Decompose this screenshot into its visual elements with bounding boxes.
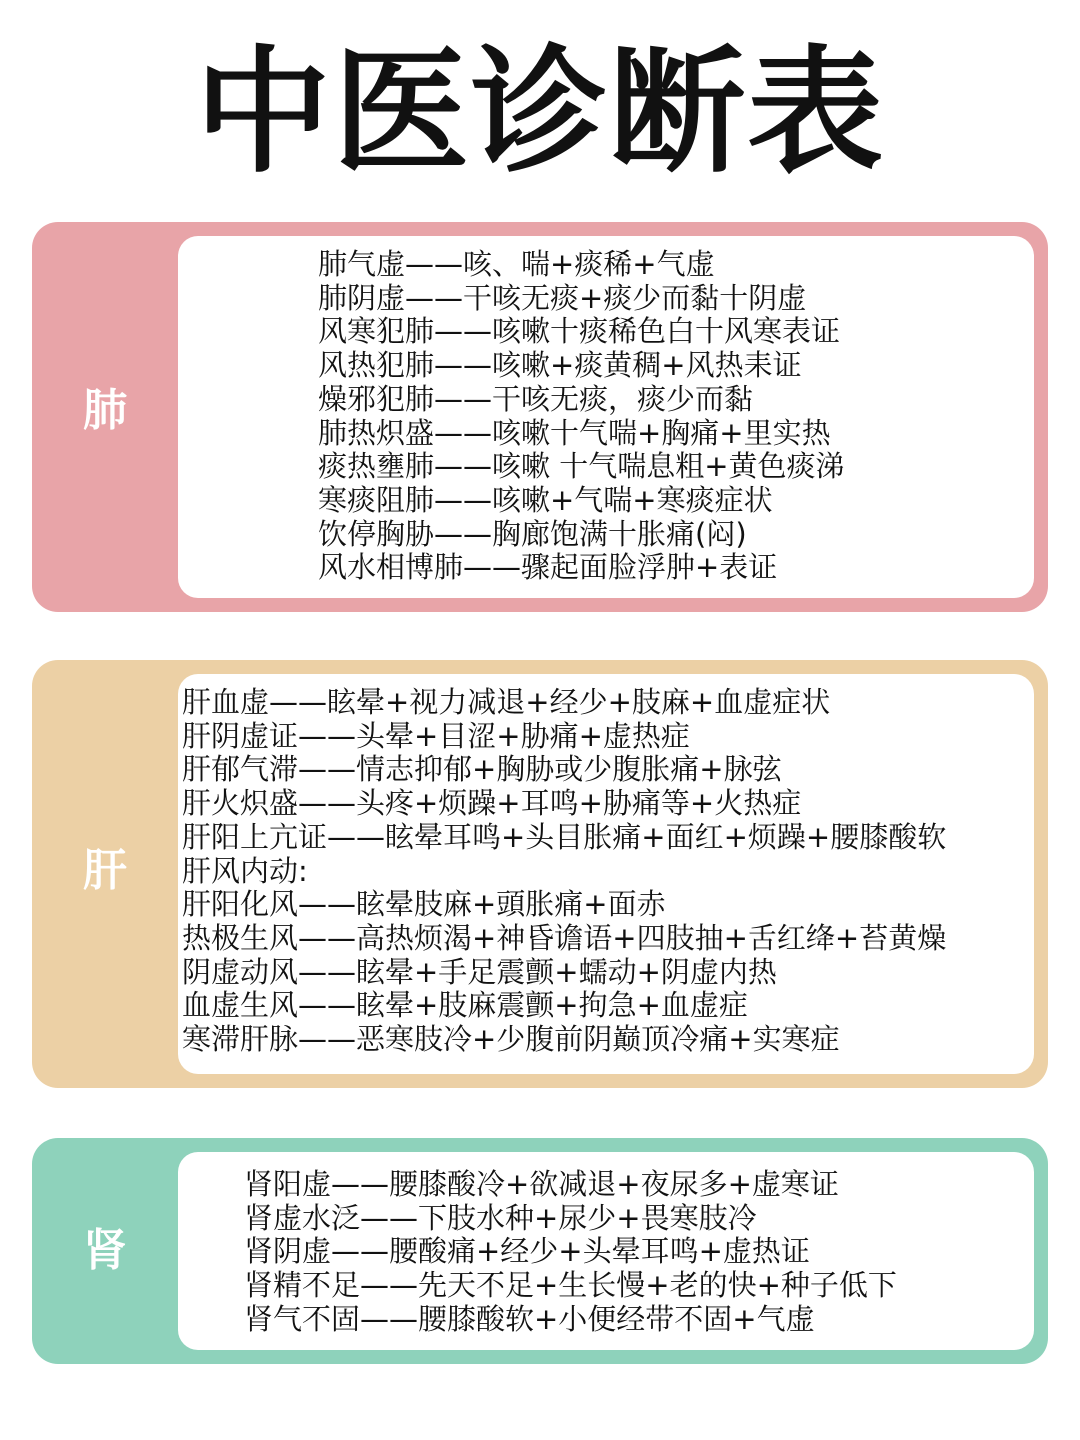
list-item: 燥邪犯肺——干咳无痰，痰少而黏 [318,381,754,416]
kidney-section-label: 肾 [83,1225,127,1276]
list-item: 寒滞肝脉——恶寒肢冷+少腹前阴巅顶冷痛+实寒症 [182,1022,840,1057]
list-item: 肺阴虚——干咳无痰+痰少而黏十阴虚 [318,280,807,315]
kidney-entry-list [244,1168,897,1337]
lung-entry-list [318,248,845,585]
kidney-section-card [178,1152,1034,1350]
list-item: 肝火炽盛——头疼+烦躁+耳鸣+胁痛等+火热症 [182,786,802,821]
liver-section-card [178,674,1034,1074]
list-item: 肝郁气滞——情志抑郁+胸胁或少腹胀痛+脉弦 [182,752,782,787]
list-item: 肺气虚——咳、喘+痰稀+气虚 [318,247,715,281]
lung-section-label: 肺 [83,385,127,436]
list-item: 痰热壅肺——咳嗽 十气喘息粗+黄色痰涕 [318,449,845,484]
list-item: 肝阳化风——眩晕肢麻+頭胀痛+面赤 [182,887,666,922]
lung-section-card [178,236,1034,598]
list-item: 热极生风——高热烦渴+神昏谵语+四肢抽+舌红绛+苔黄燥 [182,920,947,955]
list-item: 肺热炽盛——咳嗽十气喘+胸痛+里实热 [318,415,831,450]
list-item: 寒痰阻肺——咳嗽+气喘+寒痰症状 [318,482,773,517]
kidney-section [32,1138,1048,1364]
lung-section [32,222,1048,612]
list-item: 血虚生风——眩晕+肢麻震颤+拘急+血虚症 [182,988,748,1023]
list-item: 肾虚水泛——下肢水种+尿少+畏寒肢冷 [244,1200,757,1235]
list-item: 肾阴虚——腰酸痛+经少+头晕耳鸣+虚热证 [244,1234,810,1269]
liver-section [32,660,1048,1088]
list-item: 肝阴虚证——头晕+目涩+胁痛+虚热症 [182,718,690,753]
list-item: 肾阳虚——腰膝酸冷+欲减退+夜尿多+虚寒证 [244,1167,839,1201]
list-item: 肝血虚——眩晕+视力减退+经少+肢麻+血虚症状 [182,685,831,719]
list-item: 风热犯肺——咳嗽+痰黄稠+风热耒证 [318,348,802,383]
list-item: 阴虚动风——眩晕+手足震颤+蠕动+阴虚内热 [182,954,777,989]
page-title: 中医诊断表 [195,34,885,192]
list-item: 肝阳上亢证——眩晕耳鸣+头目胀痛+面红+烦躁+腰膝酸软 [182,819,947,854]
list-item: 肾精不足——先天不足+生长慢+老的快+种子低下 [244,1268,897,1303]
list-item: 饮停胸胁——胸廊饱满十胀痛(闷) [318,516,747,551]
list-item: 风水相博肺——骤起面脸浮肿+表证 [318,550,778,585]
liver-section-label: 肝 [83,845,127,896]
list-item: 风寒犯肺——咳嗽十痰稀色白十风寒表证 [318,314,841,349]
list-item: 肝风内动: [182,853,308,888]
list-item: 肾气不固——腰膝酸软+小便经带不固+气虚 [244,1301,815,1336]
liver-entry-list [182,686,946,1057]
